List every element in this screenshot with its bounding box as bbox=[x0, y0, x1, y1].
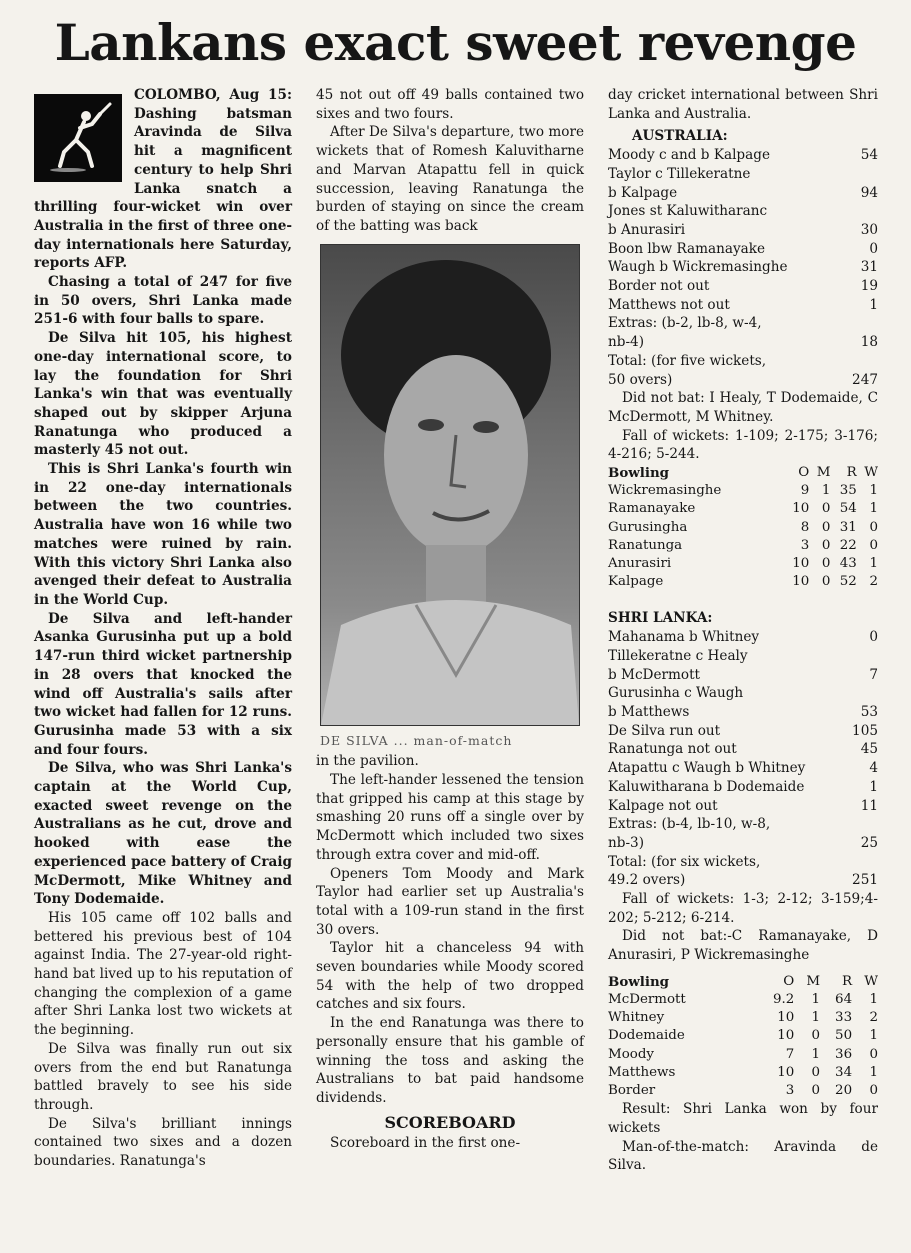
batsman-entry: Ranatunga not out bbox=[608, 741, 737, 758]
article-paragraph: in the pavilion. bbox=[316, 753, 419, 770]
article-paragraph: De Silva and left-hander Asanka Gurusinha put up a bold 147-run third wicket partnership in 28 overs that knocked the wind off Australia's sails after two wicket had fallen for 12 runs. Gurusinha made 53 with a six and four fours. bbox=[34, 610, 292, 758]
batting-row bbox=[608, 371, 878, 390]
runs-value: 30 bbox=[860, 221, 878, 238]
batsman-entry: Tillekeratne c Healy bbox=[608, 647, 748, 664]
bowling-header-cell: W bbox=[864, 973, 878, 989]
runs-value: 19 bbox=[860, 278, 878, 295]
bowling-cell: 2 bbox=[869, 574, 878, 590]
scoreboard-heading: SCOREBOARD bbox=[384, 1112, 516, 1132]
bowling-cell: 2 bbox=[869, 1010, 878, 1026]
bowling-cell: 1 bbox=[869, 556, 878, 572]
bowling-cell: 10 bbox=[777, 1010, 795, 1026]
batsman-entry: b McDermott bbox=[608, 666, 700, 683]
batsman-entry: b Kalpage bbox=[608, 184, 678, 201]
batting-row bbox=[608, 722, 878, 741]
bowling-header-cell: Bowling bbox=[608, 973, 670, 990]
bowling-cell: Kalpage bbox=[608, 574, 664, 590]
batting-row bbox=[608, 666, 878, 685]
batting-row bbox=[608, 258, 878, 277]
bowling-row bbox=[608, 1064, 878, 1082]
bowling-row bbox=[608, 555, 878, 573]
bowling-cell: 1 bbox=[869, 1028, 878, 1044]
bowling-cell: Matthews bbox=[608, 1064, 676, 1080]
runs-value: 0 bbox=[869, 240, 878, 257]
scoreboard-intro: Scoreboard in the first one- bbox=[330, 1135, 521, 1152]
article-paragraph: De Silva hit 105, his highest one-day international score, to lay the foundation for Shri Lanka's win that was eventually shaped out by skipper Arjuna Ranatunga who produced a masterly 45 not out. bbox=[34, 330, 292, 459]
bowling-cell: Wickremasinghe bbox=[608, 483, 722, 499]
article-paragraph: De Silva was finally run out six overs from the end but Ranatunga battled bravely to see his side through. bbox=[34, 1040, 292, 1113]
bowling-header-row bbox=[608, 464, 878, 482]
batsman-entry: Kaluwitharana b Dodemaide bbox=[608, 778, 805, 795]
batting-row bbox=[608, 778, 878, 797]
bowling-row bbox=[608, 1082, 878, 1100]
bowling-cell: 1 bbox=[869, 501, 878, 517]
bowling-header-cell: O bbox=[783, 973, 795, 989]
runs-value bbox=[848, 352, 878, 371]
article-column-1 bbox=[34, 86, 292, 1171]
shri-lanka-batting bbox=[608, 628, 878, 890]
batsman-entry: Boon lbw Ramanayake bbox=[608, 240, 766, 257]
batting-row bbox=[608, 314, 878, 333]
bowling-header-cell: M bbox=[806, 973, 821, 989]
bowling-cell: Border bbox=[608, 1083, 656, 1099]
bowling-row bbox=[608, 537, 878, 555]
batting-row bbox=[608, 684, 878, 703]
batsman-entry: De Silva run out bbox=[608, 722, 721, 739]
batting-row bbox=[608, 853, 878, 872]
bowling-cell: 50 bbox=[835, 1028, 853, 1044]
australia-batting bbox=[608, 146, 878, 389]
bowling-cell: 0 bbox=[869, 537, 878, 553]
runs-value: 11 bbox=[860, 797, 878, 814]
runs-value: 4 bbox=[869, 760, 878, 777]
runs-value bbox=[848, 647, 878, 666]
de-silva-photo bbox=[320, 244, 580, 726]
batsman-entry: Taylor c Tillekeratne bbox=[608, 165, 751, 182]
bowling-cell: 0 bbox=[869, 1083, 878, 1099]
bowling-cell: 0 bbox=[869, 1046, 878, 1062]
match-result: Result: Shri Lanka won by four wickets bbox=[608, 1101, 878, 1136]
runs-value: 105 bbox=[852, 722, 878, 739]
bowling-cell: 10 bbox=[792, 574, 810, 590]
article-paragraph: Openers Tom Moody and Mark Taylor had earlier set up Australia's total with a 109-run stand in the first 30 overs. bbox=[316, 865, 584, 938]
bowling-cell: 1 bbox=[811, 992, 821, 1008]
bowling-cell: 54 bbox=[839, 501, 857, 517]
batting-row bbox=[608, 628, 878, 647]
bowling-cell: 36 bbox=[835, 1046, 853, 1062]
batting-row bbox=[608, 146, 878, 165]
batting-row bbox=[608, 221, 878, 240]
bowling-cell: 0 bbox=[821, 574, 831, 590]
batsman-entry: Waugh b Wickremasinghe bbox=[608, 259, 788, 276]
bowling-cell: 33 bbox=[835, 1010, 853, 1026]
bowling-cell: 1 bbox=[811, 1046, 821, 1062]
bowling-cell: 1 bbox=[821, 483, 831, 499]
man-of-the-match: Man-of-the-match: Aravinda de Silva. bbox=[608, 1138, 878, 1174]
runs-value bbox=[848, 853, 878, 872]
runs-value bbox=[848, 815, 878, 834]
batsman-entry: Moody c and b Kalpage bbox=[608, 147, 770, 164]
bowling-header-cell: Bowling bbox=[608, 465, 670, 482]
bowling-header-cell: R bbox=[842, 973, 853, 989]
batsman-entry: nb-3) bbox=[608, 834, 645, 851]
bowling-row bbox=[608, 1009, 878, 1027]
bowling-cell: 9 bbox=[800, 483, 810, 499]
batsman-entry: Jones st Kaluwitharanc bbox=[608, 203, 768, 220]
cricket-batsman-logo bbox=[34, 94, 122, 182]
batsman-entry: Extras: (b-2, lb-8, w-4, bbox=[608, 315, 762, 332]
bowling-row bbox=[608, 519, 878, 537]
batting-row bbox=[608, 871, 878, 890]
batting-row bbox=[608, 352, 878, 371]
shri-lanka-did-not-bat: Did not bat:-C Ramanayake, D Anurasiri, P Wickremasinghe bbox=[608, 928, 878, 964]
bowling-cell: Ramanayake bbox=[608, 501, 696, 517]
runs-value bbox=[848, 202, 878, 221]
batting-row bbox=[608, 296, 878, 315]
article-column-2 bbox=[316, 86, 584, 1153]
batting-row bbox=[608, 647, 878, 666]
runs-value: 45 bbox=[860, 741, 878, 758]
bowling-row bbox=[608, 1027, 878, 1045]
article-paragraph: In the end Ranatunga was there to personally ensure that his gamble of winning the toss and asking the Australians to bat paid handsome dividends. bbox=[316, 1015, 584, 1106]
bowling-cell: 1 bbox=[869, 992, 878, 1008]
bowling-cell: 10 bbox=[777, 1028, 795, 1044]
batsman-entry: Matthews not out bbox=[608, 296, 730, 313]
batsman-entry: Gurusinha c Waugh bbox=[608, 685, 744, 702]
batsman-entry: b Anurasiri bbox=[608, 221, 686, 238]
bowling-cell: 64 bbox=[835, 992, 853, 1008]
runs-value: 7 bbox=[869, 666, 878, 683]
runs-value: 251 bbox=[852, 872, 878, 889]
bowling-cell: Whitney bbox=[608, 1010, 665, 1026]
batting-row bbox=[608, 834, 878, 853]
bowling-cell: 31 bbox=[839, 519, 857, 535]
bowling-header-cell: W bbox=[864, 465, 878, 481]
batsman-entry: b Matthews bbox=[608, 704, 690, 720]
batting-row bbox=[608, 797, 878, 816]
article-lead: COLOMBO, Aug 15: Dashing batsman Aravinda de Silva hit a magnificent century to help Shri Lanka snatch a thrilling four-wicket win over Australia in the first of three one-day internationals here Saturday, reports AFP. bbox=[34, 87, 292, 272]
batting-row bbox=[608, 240, 878, 259]
shri-lanka-fall-of-wickets: Fall of wickets: 1-3; 2-12; 3-159;4-202; 5-212; 6-214. bbox=[608, 891, 878, 926]
bowling-row bbox=[608, 991, 878, 1009]
scoreboard-column bbox=[608, 86, 878, 1175]
article-paragraph: Taylor hit a chanceless 94 with seven boundaries while Moody scored 54 with the help of two dropped catches and six fours. bbox=[316, 940, 584, 1013]
batsman-entry: Mahanama b Whitney bbox=[608, 629, 760, 646]
batting-row bbox=[608, 277, 878, 296]
bowling-cell: 7 bbox=[785, 1046, 795, 1062]
scoreboard-intro-cont: day cricket international between Shri Lanka and Australia. bbox=[608, 87, 878, 122]
runs-value: 25 bbox=[860, 834, 878, 851]
batting-row bbox=[608, 165, 878, 184]
bowling-header-cell: O bbox=[798, 465, 810, 481]
bowling-cell: 0 bbox=[821, 537, 831, 553]
batsman-entry: Border not out bbox=[608, 278, 710, 295]
batsman-entry: 50 overs) bbox=[608, 371, 673, 388]
article-paragraph: 45 not out off 49 balls contained two sixes and two fours. bbox=[316, 87, 584, 122]
bowling-cell: Ranatunga bbox=[608, 537, 683, 553]
bowling-cell: 52 bbox=[839, 574, 857, 590]
bowling-cell: Gurusingha bbox=[608, 519, 688, 535]
bowling-cell: 43 bbox=[839, 556, 857, 572]
bowling-cell: 8 bbox=[800, 519, 810, 535]
australia-did-not-bat: Did not bat: I Healy, T Dodemaide, C McDermott, M Whitney. bbox=[608, 390, 878, 425]
batsman-entry: Total: (for five wickets, bbox=[608, 352, 767, 369]
bowling-header-cell: M bbox=[816, 465, 831, 481]
batsman-entry: nb-4) bbox=[608, 334, 645, 351]
runs-value bbox=[848, 684, 878, 703]
australia-heading: AUSTRALIA: bbox=[632, 128, 728, 145]
article-paragraph: This is Shri Lanka's fourth win in 22 one-day internationals between the two countries. Australia have won 16 while two matches were ruined by rain. With this victory Shri Lanka also avenged their defeat to Australia in the World Cup. bbox=[34, 461, 292, 608]
bowling-header-cell: R bbox=[846, 465, 857, 481]
runs-value: 1 bbox=[869, 296, 878, 313]
bowling-cell: 0 bbox=[869, 519, 878, 535]
runs-value: 94 bbox=[860, 184, 878, 201]
bowling-cell: 1 bbox=[811, 1010, 821, 1026]
runs-value bbox=[848, 165, 878, 184]
batsman-entry: Atapattu c Waugh b Whitney bbox=[608, 760, 806, 777]
batting-row bbox=[608, 815, 878, 834]
runs-value: 31 bbox=[860, 259, 878, 276]
bowling-cell: 0 bbox=[821, 556, 831, 572]
bowling-cell: 0 bbox=[811, 1028, 821, 1044]
bowling-cell: 3 bbox=[800, 537, 810, 553]
runs-value: 18 bbox=[860, 334, 878, 351]
bowling-cell: 0 bbox=[821, 519, 831, 535]
bowling-cell: McDermott bbox=[608, 992, 686, 1008]
bowling-cell: 20 bbox=[835, 1083, 853, 1099]
article-paragraph: Chasing a total of 247 for five in 50 overs, Shri Lanka made 251-6 with four balls to spare. bbox=[34, 274, 292, 328]
bowling-cell: 0 bbox=[811, 1064, 821, 1080]
bowling-row bbox=[608, 482, 878, 500]
article-paragraph: After De Silva's departure, two more wickets that of Romesh Kaluvitharne and Marvan Atapattu fell in quick succession, leaving Ranatunga the burden of staying on since the cream of the batting was back bbox=[316, 124, 584, 234]
photo-caption: DE SILVA ... man-of-match bbox=[320, 732, 513, 748]
bowling-cell: 3 bbox=[785, 1083, 795, 1099]
runs-value: 247 bbox=[852, 371, 878, 388]
batting-row bbox=[608, 333, 878, 352]
australia-bowling-table bbox=[608, 973, 878, 1100]
bowling-row bbox=[608, 573, 878, 591]
bowling-cell: 10 bbox=[792, 501, 810, 517]
batsman-entry: Kalpage not out bbox=[608, 797, 718, 814]
australia-fall-of-wickets: Fall of wickets: 1-109; 2-175; 3-176; 4-216; 5-244. bbox=[608, 427, 878, 463]
bowling-cell: Anurasiri bbox=[608, 556, 672, 572]
batting-row bbox=[608, 759, 878, 778]
bowling-cell: 35 bbox=[839, 483, 857, 499]
bowling-row bbox=[608, 1046, 878, 1064]
bowling-cell: 10 bbox=[792, 556, 810, 572]
headline: Lankans exact sweet revenge bbox=[54, 13, 857, 72]
bowling-cell: Dodemaide bbox=[608, 1028, 685, 1044]
article-paragraph: The left-hander lessened the tension that gripped his camp at this stage by smashing 20 runs off a single over by McDermott which included two sixes through extra cover and mid-off. bbox=[316, 772, 584, 863]
batsman-entry: Extras: (b-4, lb-10, w-8, bbox=[608, 816, 771, 833]
shri-lanka-bowling-table bbox=[608, 464, 878, 591]
bowling-cell: Moody bbox=[608, 1046, 654, 1062]
bowling-row bbox=[608, 500, 878, 518]
bowling-cell: 1 bbox=[869, 1064, 878, 1080]
batting-row bbox=[608, 703, 878, 722]
bowling-cell: 0 bbox=[821, 501, 831, 517]
runs-value: 53 bbox=[860, 704, 878, 720]
batting-row bbox=[608, 202, 878, 221]
runs-value: 1 bbox=[869, 778, 878, 795]
batsman-entry: 49.2 overs) bbox=[608, 872, 686, 889]
bowling-cell: 1 bbox=[869, 483, 878, 499]
bowling-cell: 0 bbox=[811, 1083, 821, 1099]
batsman-entry: Total: (for six wickets, bbox=[608, 853, 761, 870]
bowling-header-row bbox=[608, 973, 878, 991]
article-paragraph: De Silva, who was Shri Lanka's captain at the World Cup, exacted sweet revenge on the Australians as he cut, drove and hooked with ease the experienced pace battery of Craig McDermott, Mike Whitney and Tony Dodemaide. bbox=[34, 760, 292, 908]
runs-value: 54 bbox=[860, 147, 878, 164]
runs-value: 0 bbox=[869, 629, 878, 646]
runs-value bbox=[848, 314, 878, 333]
article-paragraph: His 105 came off 102 balls and bettered his previous best of 104 against India. The 27-year-old right-hand bat lived up to his reputation of changing the complexion of a game after Shri Lanka lost two wickets at the beginning. bbox=[34, 909, 292, 1039]
bowling-cell: 34 bbox=[835, 1064, 853, 1080]
bowling-cell: 9.2 bbox=[772, 992, 795, 1008]
bowling-cell: 22 bbox=[839, 537, 857, 553]
batting-row bbox=[608, 740, 878, 759]
bowling-cell: 10 bbox=[777, 1064, 795, 1080]
shri-lanka-heading: SHRI LANKA: bbox=[608, 610, 713, 627]
batting-row bbox=[608, 184, 878, 203]
article-paragraph: De Silva's brilliant innings contained two sixes and a dozen boundaries. Ranatunga's bbox=[34, 1115, 292, 1170]
